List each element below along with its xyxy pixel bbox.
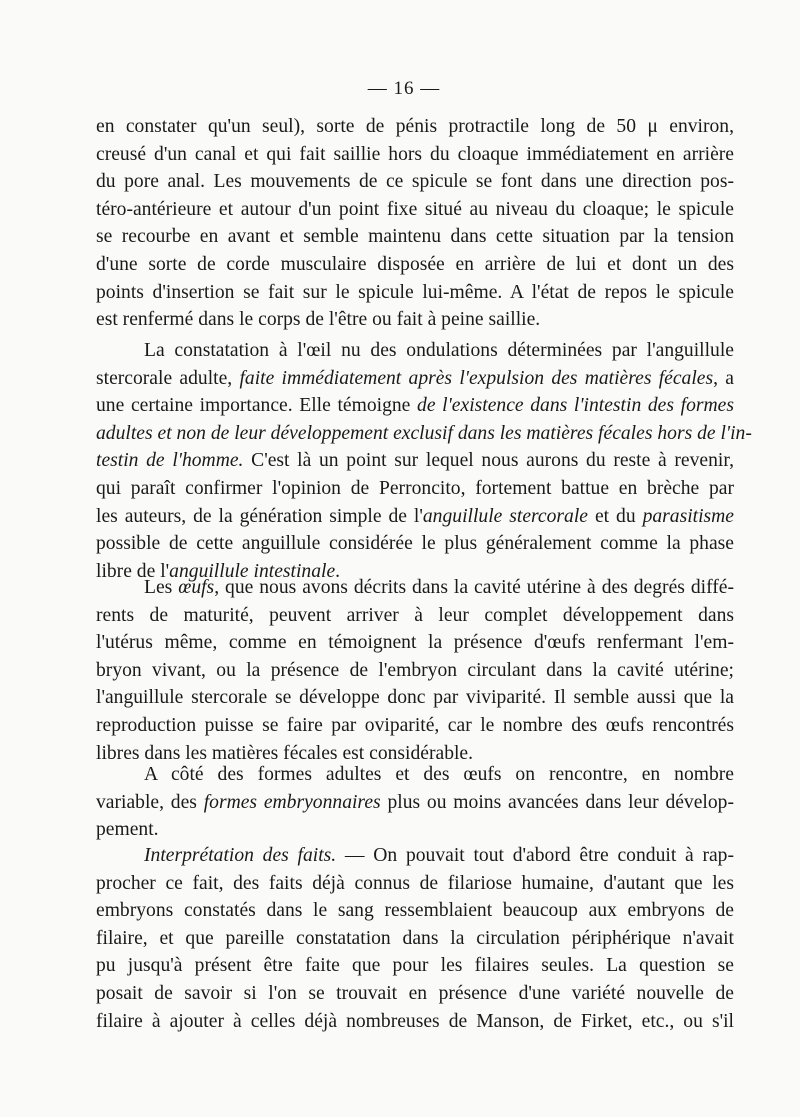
- text-line: [96, 420, 752, 448]
- italic-segment: formes embryonnaires: [203, 791, 381, 813]
- text-line: en constater qu'un seul), sorte de pénis protractile long de 50 μ environ,: [96, 116, 734, 137]
- paragraph-3: [96, 574, 734, 767]
- text-segment: reproduction puisse se faire par oviparité, car le nombre des œufs rencontrés: [96, 714, 734, 736]
- text-line: [96, 1008, 734, 1036]
- paragraph-5: [96, 842, 734, 1035]
- text-line: [96, 365, 734, 393]
- paragraph-1: [96, 113, 734, 334]
- text-line: [96, 530, 734, 558]
- text-segment: — On pouvait tout d'abord être conduit à rap-: [336, 845, 734, 866]
- text-line: [96, 503, 734, 531]
- italic-segment: parasitisme: [642, 505, 735, 527]
- text-line: [96, 952, 734, 980]
- text-line: [96, 629, 734, 657]
- text-segment: stercorale adulte,: [96, 367, 240, 389]
- text-segment: posait de savoir si l'on se trouvait en présence d'une variété nouvelle de: [96, 982, 734, 1004]
- text-line: [96, 602, 734, 630]
- text-line: [96, 475, 734, 503]
- text-segment: , que nous avons décrits dans la cavité utérine à des degrés diffé-: [214, 577, 735, 598]
- text-line: [96, 684, 734, 712]
- text-line: [96, 897, 734, 925]
- text-line: [96, 761, 734, 789]
- italic-segment: de l'existence dans l'intestin des formes: [417, 395, 734, 417]
- paragraph-4: [96, 761, 734, 844]
- text-segment: variable, des: [96, 791, 204, 813]
- text-segment: A côté des formes adultes et des œufs on rencontre, en nombre: [144, 764, 734, 785]
- text-segment: procher ce fait, des faits déjà connus de filariose humaine, d'autant que les: [96, 872, 734, 894]
- text-segment: .: [335, 560, 341, 582]
- text-line: [96, 842, 734, 870]
- text-segment: C'est là un point sur lequel nous aurons du reste à revenir,: [243, 450, 734, 472]
- text-segment: l'utérus même, comme en témoignent la présence d'œufs renfermant l'em-: [96, 632, 734, 654]
- text-segment: libre de l': [96, 560, 170, 582]
- text-line: [96, 574, 734, 602]
- italic-segment: anguillule intestinale: [169, 560, 336, 582]
- italic-segment: testin de l'homme.: [96, 450, 244, 472]
- text-segment: pement.: [96, 819, 159, 841]
- text-line: [96, 657, 734, 685]
- text-segment: l'anguillule stercorale se développe donc par viviparité. Il semble aussi que la: [96, 687, 734, 709]
- section-heading: Interprétation des faits.: [144, 845, 337, 866]
- text-segment: La constatation à l'œil nu des ondulations déterminées par l'anguillule: [144, 340, 734, 361]
- text-segment: plus ou moins avancées dans leur dévelop-: [380, 791, 734, 813]
- text-segment: embryons constatés dans le sang ressemblaient beaucoup aux embryons de: [96, 900, 734, 922]
- text-line: d'une sorte de corde musculaire disposée en arrière de lui et dont un des: [96, 253, 734, 275]
- italic-segment: adultes et non de leur développement exclusif dans les matières fécales hors de l'in-: [96, 422, 752, 444]
- text-line: [96, 870, 734, 898]
- text-line: points d'insertion se fait sur le spicule lui-même. A l'état de repos le spicule: [96, 281, 734, 303]
- text-segment: possible de cette anguillule considérée le plus généralement comme la phase: [96, 533, 734, 555]
- text-line: du pore anal. Les mouvements de ce spicule se font dans une direction pos-: [96, 171, 734, 193]
- text-line: [96, 447, 734, 475]
- text-line: [96, 712, 734, 740]
- text-line: [96, 392, 734, 420]
- text-segment: libres dans les matières fécales est considérable.: [96, 742, 474, 764]
- text-segment: et du: [588, 505, 643, 527]
- text-segment: les auteurs, de la génération simple de l': [96, 505, 423, 527]
- text-line: [96, 925, 734, 953]
- text-line: [96, 816, 734, 844]
- italic-segment: œufs: [178, 577, 215, 598]
- text-line: creusé d'un canal et qui fait saillie hors du cloaque immédiatement en arrière: [96, 143, 734, 165]
- text-line: téro-antérieure et autour d'un point fixe situé au niveau du cloaque; le spicule: [96, 198, 734, 220]
- text-segment: bryon vivant, ou la présence de l'embryon circulant dans la cavité utérine;: [96, 659, 734, 681]
- text-segment: filaire à ajouter à celles déjà nombreuses de Manson, de Firket, etc., ou s'il: [96, 1010, 734, 1032]
- text-line: [96, 337, 734, 365]
- text-segment: pu jusqu'à présent être faite que pour les filaires seules. La question se: [96, 955, 734, 977]
- text-segment: qui paraît confirmer l'opinion de Perroncito, fortement battue en brèche par: [96, 477, 734, 499]
- text-line: se recourbe en avant et semble maintenu dans cette situation par la tension: [96, 226, 734, 248]
- page-number: — 16 —: [367, 78, 441, 99]
- text-segment: une certaine importance. Elle témoigne: [96, 395, 418, 417]
- text-line: [96, 789, 734, 817]
- text-segment: , a: [713, 367, 734, 389]
- italic-segment: anguillule stercorale: [422, 505, 588, 527]
- paragraph-2: [96, 337, 752, 585]
- text-segment: filaire, et que pareille constatation dans la circulation périphérique n'avait: [96, 927, 734, 949]
- text-line: est renfermé dans le corps de l'être ou fait à peine saillie.: [96, 309, 541, 331]
- text-segment: rents de maturité, peuvent arriver à leur complet développement dans: [96, 604, 734, 626]
- italic-segment: faite immédiatement après l'expulsion des matières fécales: [239, 367, 714, 389]
- text-segment: Les: [144, 577, 179, 598]
- text-line: [96, 980, 734, 1008]
